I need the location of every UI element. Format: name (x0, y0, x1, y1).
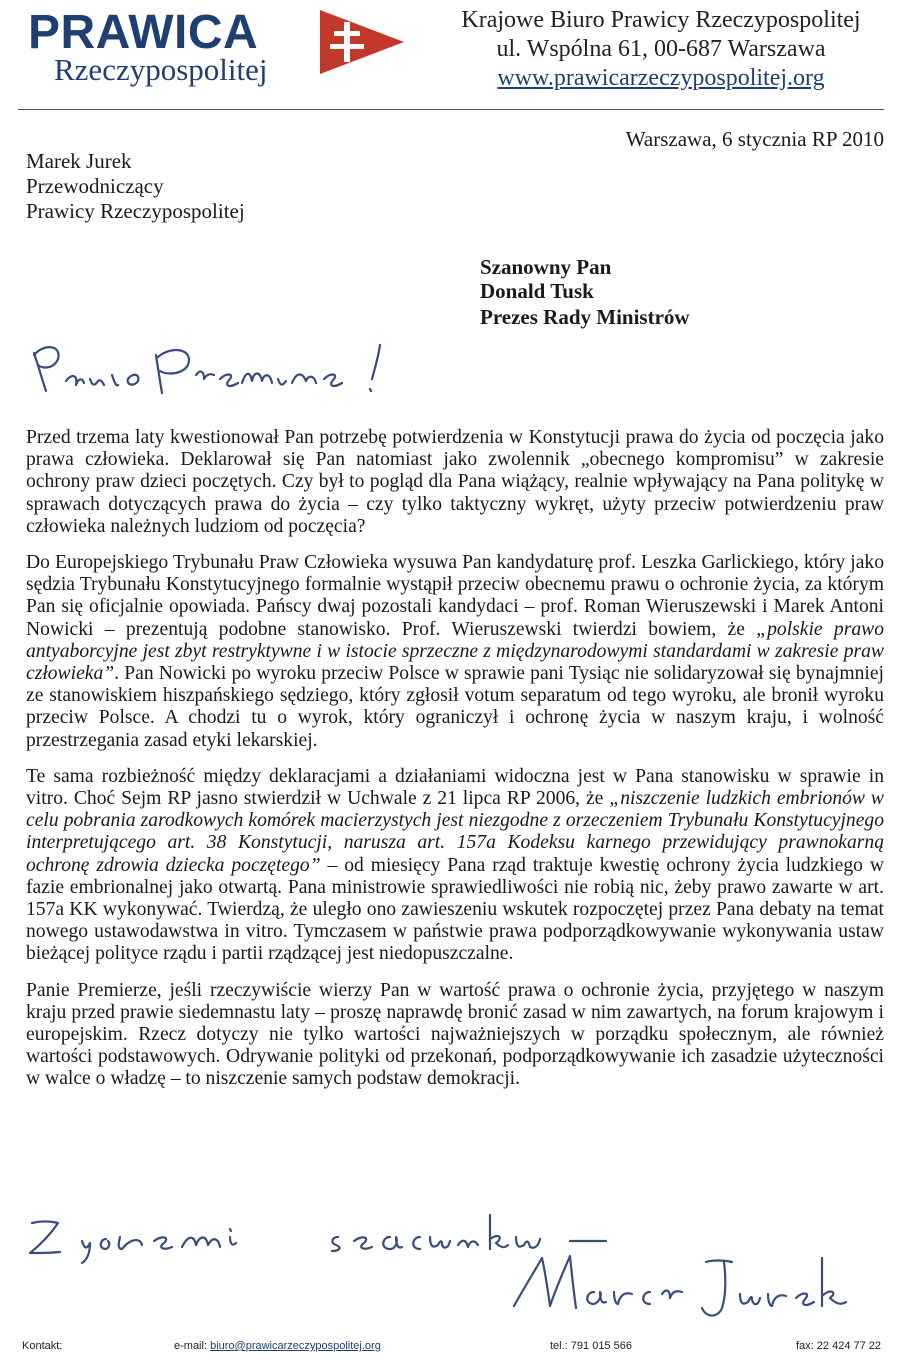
paragraph-3 (26, 766, 884, 966)
paragraph-2 (26, 552, 884, 752)
office-website-link[interactable]: www.prawicarzeczypospolitej.org (497, 65, 825, 91)
sender-role: Przewodniczący (26, 174, 164, 198)
letter-date: Warszawa, 6 stycznia RP 2010 (625, 127, 884, 151)
handwritten-salutation (28, 335, 408, 405)
logo-title: PRAWICA (28, 6, 259, 59)
paragraph-4: Panie Premierze, jeśli rzeczywiście wierzy Pan w wartość prawa o ochronie życia, przyjętego w naszym kraju przed prawie siedemnastu laty – proszę naprawdę bronić zasad w nim zawartych, na forum krajowym i europejskim. Rzecz dotyczy nie tylko wartości najważniejszych w porządku społecznym, ale również wartości podstawowych. Odrywanie polityki od przekonań, podporządkowywanie ich zasadzie użyteczności w walce o władzę – to niszczenie samych podstaw demokracji. (26, 979, 884, 1090)
paragraph-3-quote: „niszczenie ludzkich embrionów w celu pobrania zarodkowych komórek macierzystych jest niezgodne z orzeczeniem Trybunału Konstytucyjnego interpretującego art. 38 Konstytucji, narusza art. 157a Kodeksu karnego przewidujący prawnokarną ochronę zdrowia dziecka poczętego” (26, 788, 885, 876)
header-divider (18, 109, 884, 110)
letter-body (26, 427, 884, 1105)
recipient-name: Donald Tusk (480, 279, 594, 303)
footer-fax: fax: 22 424 77 22 (796, 1340, 882, 1352)
logo-subtitle: Rzeczypospolitej (54, 52, 268, 87)
sender-block (26, 149, 245, 224)
paragraph-2-text-a: Do Europejskiego Trybunału Praw Człowieka wysuwa Pan kandydaturę prof. Leszka Garlickiego, który jako sędzia Trybunału Konstytucyjnego formalnie wystąpił przeciw obecnemu prawu o ochronie życia, za którym Pan się oficjalnie opowiada. Pańscy dwaj pozostali kandydaci – prof. Roman Wieruszewski i Marek Antoni Nowicki – prezentują podobne stanowisko. Prof. Wieruszewski twierdzi bowiem, że (26, 552, 884, 640)
footer-email-link[interactable]: biuro@prawicarzeczypospolitej.org (210, 1340, 381, 1352)
recipient-block (480, 255, 690, 329)
paragraph-1: Przed trzema laty kwestionował Pan potrzebę potwierdzenia w Konstytucji prawa do życia od poczęcia jako prawa człowieka. Deklarował się Pan natomiast jako zwolennik „obecnego kompromisu” w zakresie ochrony praw dzieci poczętych. Czy był to pogląd dla Pana wiążący, realnie wpływający na Pana politykę w sprawach dotyczących prawa do życia – czy tylko taktyczny wykręt, użyty przeciw potwierdzeniu praw człowieka należnych ludziom od poczęcia? (26, 427, 884, 537)
recipient-title: Prezes Rady Ministrów (480, 305, 690, 329)
office-address (436, 6, 886, 93)
footer-contact-label: Kontakt: (22, 1340, 63, 1352)
office-name: Krajowe Biuro Prawicy Rzeczypospolitej (461, 7, 861, 33)
footer-email (174, 1340, 381, 1352)
party-flag-icon (320, 10, 404, 74)
paragraph-3-text-b: – od miesięcy Pana rząd traktuje kwestię ochrony życia ludzkiego w fazie embrionalnej jako otwartą. Pana ministrowie sprawiedliwości nie robią nic, żeby prawo zawarte w art. 157a KK wykonywać. Twierdzą, że uległo ono zawieszeniu wskutek rozpoczętej przez Pana debaty na temat nowego ustawodawstwa in vitro. Tymczasem w państwie prawa podporządkowywanie wykonywania ustaw bieżącej polityce rządu i partii rządzącej jest niedopuszczalne. (26, 854, 884, 965)
sender-name: Marek Jurek (26, 149, 132, 173)
handwritten-signature (510, 1248, 850, 1320)
footer (18, 1340, 884, 1360)
paragraph-2-quote: „polskie prawo antyaborcyjne jest zbyt restryktywne i w istocie sprzeczne z międzynarodowymi standardami w zakresie praw człowieka” (26, 618, 884, 685)
footer-email-label: e-mail: (174, 1340, 208, 1352)
paragraph-2-text-b: . Pan Nowicki po wyroku przeciw Polsce w sprawie pani Tysiąc nie solidaryzował się bynajmniej ze stanowiskiem hiszpańskiego sędziego, który zgłosił votum separatum od tego wyroku, ale bronił wyroku przeciw Polsce. A chodzi tu o wyrok, który ograniczył i ochronę życia w naszym kraju, i wolność przestrzegania zasad etyki lekarskiej. (26, 663, 884, 751)
sender-organization: Prawicy Rzeczypospolitej (26, 199, 245, 223)
office-street: ul. Wspólna 61, 00-687 Warszawa (496, 36, 826, 62)
paragraph-3-text-a: Te sama rozbieżność między deklaracjami a działaniami widoczna jest w Pana stanowisku w sprawie in vitro. Choć Sejm RP jasno stwierdził w Uchwale z 21 lipca RP 2006, że (26, 765, 884, 810)
recipient-greeting: Szanowny Pan (480, 255, 612, 279)
footer-phone: tel.: 791 015 566 (550, 1340, 632, 1352)
